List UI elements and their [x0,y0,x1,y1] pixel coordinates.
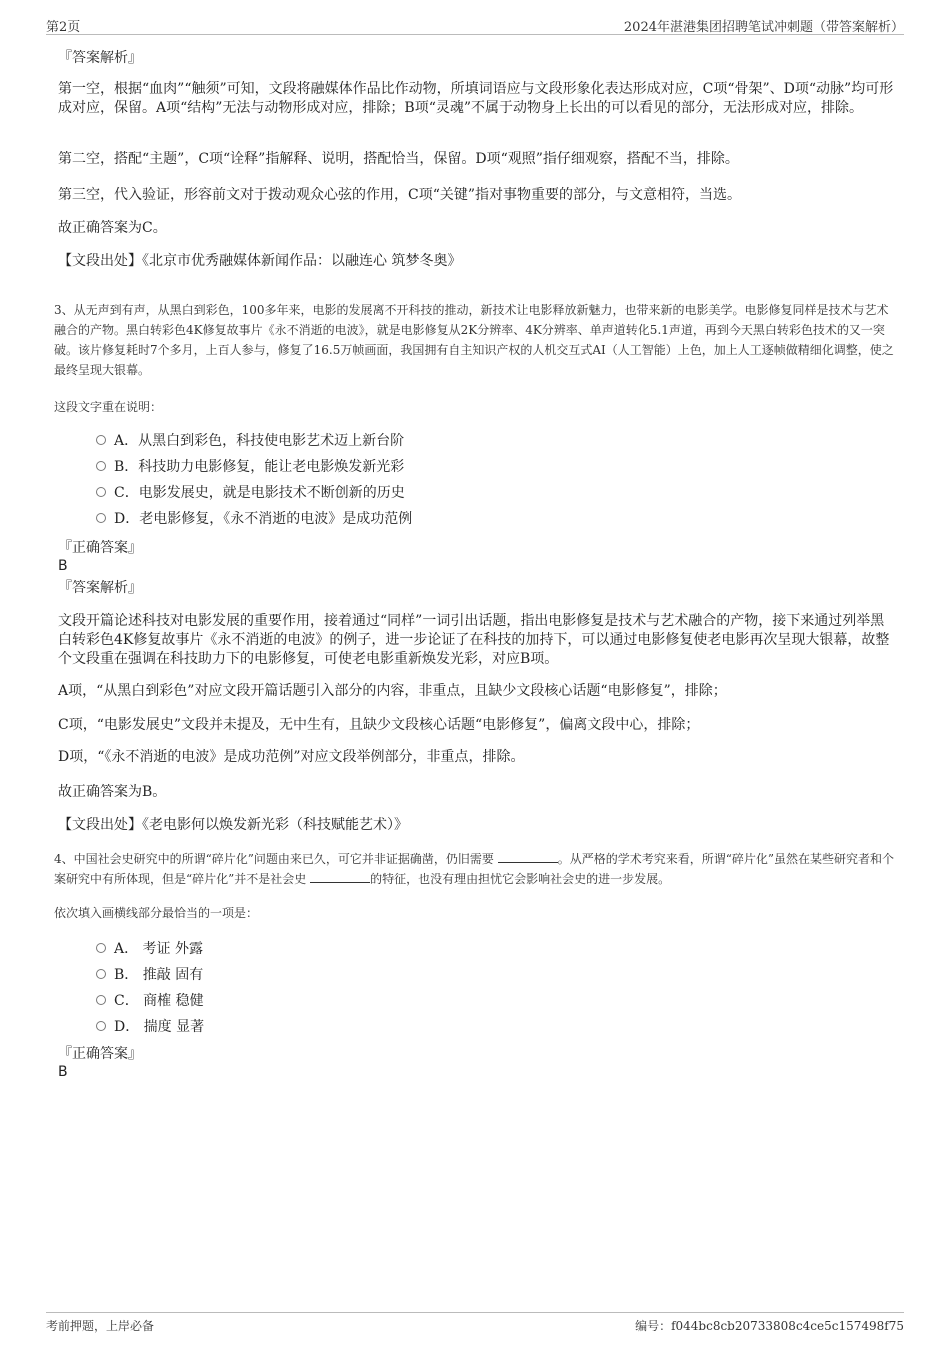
document-code: 编号：f044bc8cb20733808c4ce5c157498f75 [635,1319,904,1333]
q2-source: 【文段出处】《北京市优秀融媒体新闻作品：以融连心 筑梦冬奥》 [58,253,462,269]
q3-source: 【文段出处】《老电影何以焕发新光彩（科技赋能艺术）》 [58,817,408,833]
q4-answer: B [58,1064,68,1080]
q3-answer-label: 『正确答案』 [58,540,142,556]
q4-stem-part-3: 的特征，也没有理由担忧它会影响社会史的进一步发展。 [370,872,671,886]
q3-prompt: 这段文字重在说明： [54,400,163,414]
q3-option-d[interactable] [96,509,412,529]
q3-analysis-p1: 文段开篇论述科技对电影发展的重要作用，接着通过“同样”一词引出话题，指出电影修复是技术与艺术融合的产物，接下来通过列举黑白转彩色4K修复故事片《永不消逝的电波》的例子，进一步论证了在科技的加持下，可以通过电影修复使老电影再次呈现大银幕，故整个文段重在强调在科技助力下的电影修复，可使老电影重新焕发光彩，对应B项。 [58,613,890,667]
q2-analysis-p3: 第三空，代入验证，形容前文对于拨动观众心弦的作用，C项“关键”指对事物重要的部分，与文意相符，当选。 [58,187,742,203]
q3-analysis-label: 『答案解析』 [58,580,142,596]
q3-option-a[interactable] [96,431,404,451]
q4-stem [54,849,898,889]
radio-icon[interactable] [96,969,106,979]
q2-analysis-p2: 第二空，搭配“主题”，C项“诠释”指解释、说明，搭配恰当，保留。D项“观照”指仔细观察，搭配不当，排除。 [58,151,739,167]
radio-icon[interactable] [96,487,106,497]
q3-analysis-p2: A项，“从黑白到彩色”对应文段开篇话题引入部分的内容，非重点，且缺少文段核心话题“电影修复”，排除； [58,683,727,699]
q4-option-c[interactable] [96,991,204,1011]
q4-option-c-label: C． 商榷 稳健 [114,993,204,1009]
q3-answer: B [58,558,68,574]
q3-option-b[interactable] [96,457,404,477]
footer-slogan: 考前押题，上岸必备 [46,1319,155,1333]
q3-option-a-label: A．从黑白到彩色，科技使电影艺术迈上新台阶 [114,433,405,449]
q4-option-a[interactable] [96,939,203,959]
radio-icon[interactable] [96,461,106,471]
q3-stem: 3、从无声到有声，从黑白到彩色，100多年来，电影的发展离不开科技的推动，新技术让电影释放新魅力，也带来新的电影美学。电影修复同样是技术与艺术融合的产物。黑白转彩色4K修复故事片《永不消逝的电波》，就是电影修复从2K分辨率、4K分辨率、单声道转化5.1声道，再到今天黑白转彩色技术的又一突破。该片修复耗时7个多月，上百人参与，修复了16.5万帧画面，我国拥有自主知识产权的人机交互式AI（人工智能）上色，加上人工逐帧做精细化调整，使之最终呈现大银幕。 [54,303,894,377]
q3-analysis-p3: C项，“电影发展史”文段并未提及，无中生有，且缺少文段核心话题“电影修复”，偏离文段中心，排除； [58,717,700,733]
q3-analysis-p4: D项，“《永不消逝的电波》是成功范例”对应文段举例部分，非重点，排除。 [58,749,525,765]
q3-option-c[interactable] [96,483,405,503]
radio-icon[interactable] [96,1021,106,1031]
q4-answer-label: 『正确答案』 [58,1046,142,1062]
q3-option-c-label: C．电影发展史，就是电影技术不断创新的历史 [114,485,405,501]
q4-stem-part-1: 4、中国社会史研究中的所谓“碎片化”问题由来已久，可它并非证据确凿，仍旧需要 [54,852,494,866]
radio-icon[interactable] [96,995,106,1005]
page-header [46,14,904,35]
document-title: 2024年湛港集团招聘笔试冲刺题（带答案解析） [623,20,904,35]
q4-stem-part-2: 。从严格的学术考究来看，所谓“碎片化”虽然在某些研究者和个案研究中有所体现，但是“碎片化”并不是社会史 [54,852,895,886]
q3-option-b-label: B．科技助力电影修复，能让老电影焕发新光彩 [114,459,405,475]
q4-option-d[interactable] [96,1017,204,1037]
radio-icon[interactable] [96,943,106,953]
q2-conclusion: 故正确答案为C。 [58,220,167,236]
q3-conclusion: 故正确答案为B。 [58,784,167,800]
fill-blank-1 [498,850,558,863]
q4-option-b[interactable] [96,965,203,985]
q4-option-a-label: A． 考证 外露 [114,941,204,957]
page-number: 第2页 [46,20,81,35]
radio-icon[interactable] [96,435,106,445]
q3-option-d-label: D．老电影修复，《永不消逝的电波》是成功范例 [114,511,413,527]
fill-blank-2 [310,870,370,883]
q4-prompt: 依次填入画横线部分最恰当的一项是： [54,906,259,920]
radio-icon[interactable] [96,513,106,523]
q2-analysis-p1: 第一空，根据“血肉”“触须”可知，文段将融媒体作品比作动物，所填词语应与文段形象化表达形成对应，C项“骨架”、D项“动脉”均可形成对应，保留。A项“结构”无法与动物形成对应，排除；B项“灵魂”不属于动物身上长出的可以看见的部分，无法形成对应，排除。 [58,81,894,116]
q2-analysis-label: 『答案解析』 [58,50,142,66]
page-footer [46,1312,904,1333]
q4-option-b-label: B． 推敲 固有 [114,967,204,983]
q4-option-d-label: D． 揣度 显著 [114,1019,205,1035]
